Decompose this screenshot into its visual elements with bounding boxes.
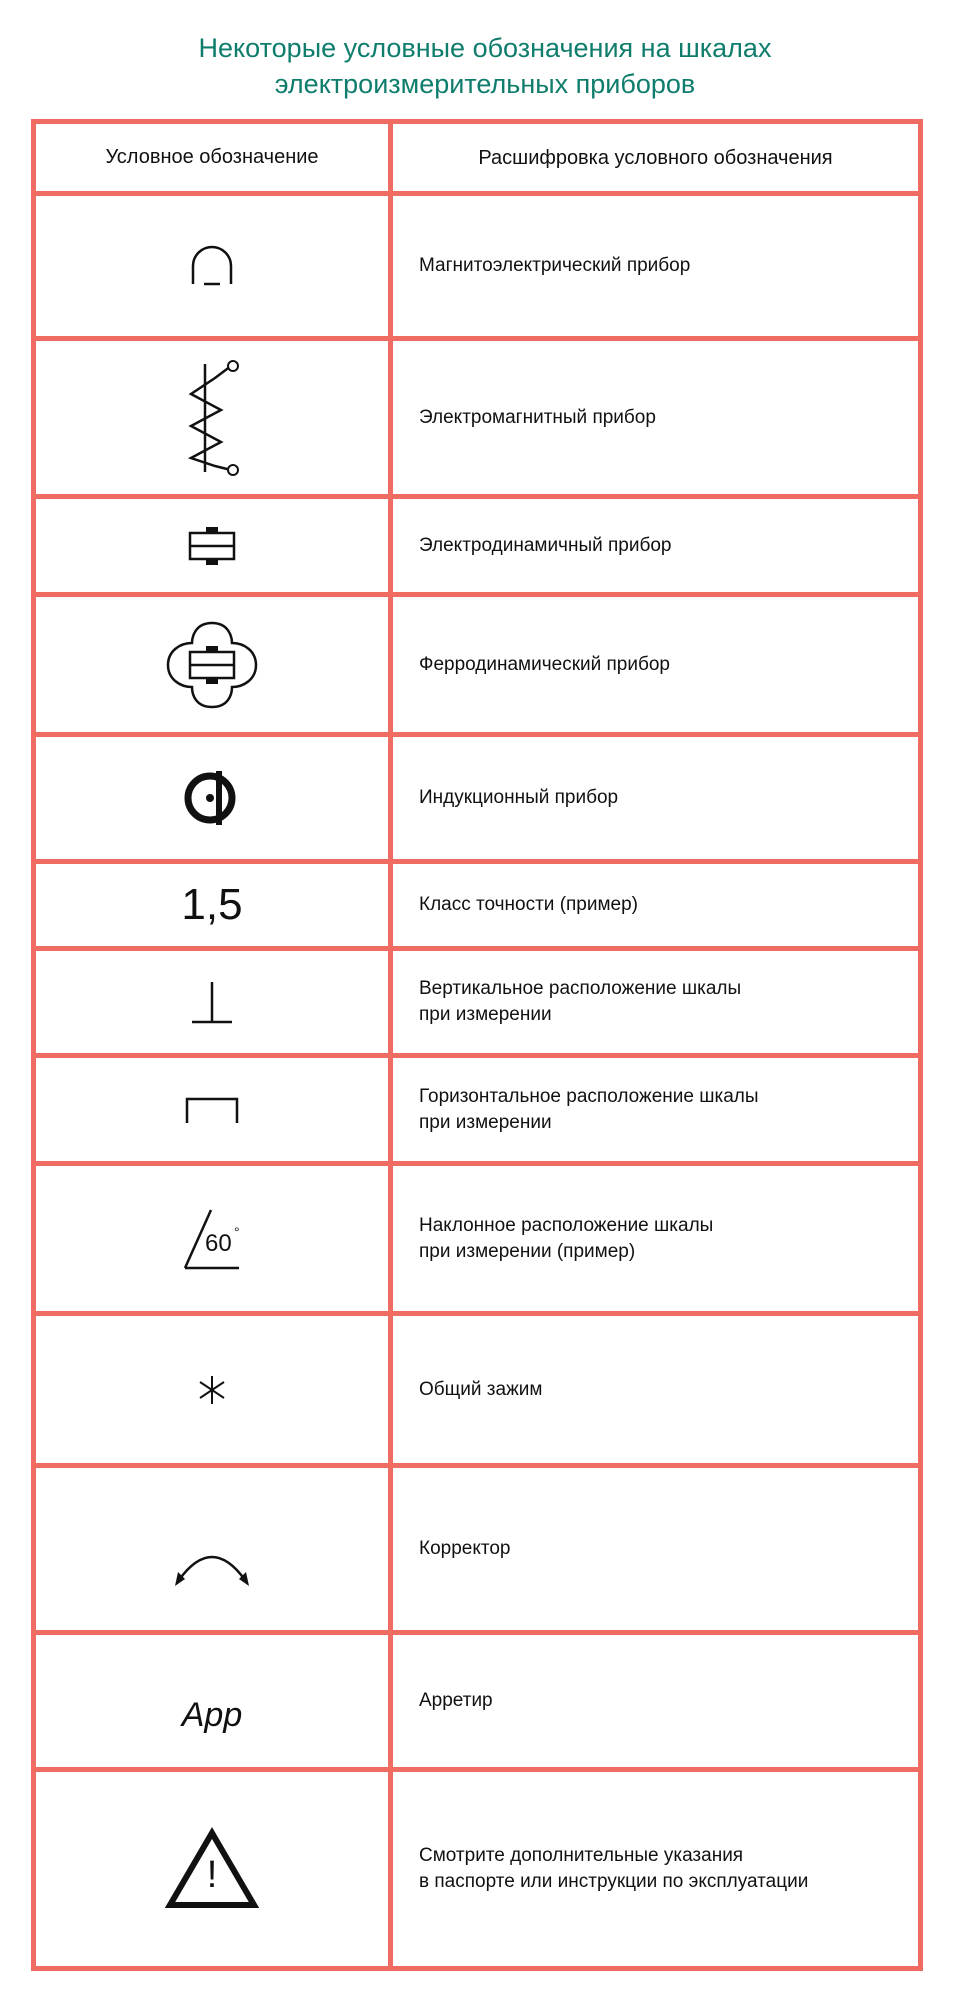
description-cell	[393, 196, 918, 336]
symbol-cell	[36, 951, 393, 1053]
description-line: Смотрите дополнительные указания	[419, 1845, 744, 1866]
description-line: Наклонное расположение шкалы	[419, 1214, 714, 1236]
description-line: Класс точности (пример)	[419, 894, 639, 915]
header-description-cell	[393, 124, 918, 191]
symbol-cell	[36, 1058, 393, 1161]
description-cell	[393, 1635, 918, 1767]
header-description-label: Расшифровка условного обозначения	[478, 146, 833, 169]
symbol-cell	[36, 1166, 393, 1311]
description-line: в паспорте или инструкции по эксплуатации	[419, 1871, 809, 1892]
symbols-table	[31, 119, 923, 1971]
description-line: Горизонтальное расположение шкалы	[419, 1085, 759, 1107]
symbol-cell	[36, 1772, 393, 1966]
table-row	[36, 951, 918, 1058]
horizontal-scale-icon	[177, 1085, 247, 1135]
description-line: при измерении	[419, 1004, 552, 1025]
table-row	[36, 1058, 918, 1166]
symbol-cell	[36, 1316, 393, 1463]
corrector-icon	[167, 1534, 257, 1594]
angle-value: 60	[205, 1229, 232, 1257]
electrodynamic-icon	[182, 521, 242, 571]
inclined-scale-icon	[177, 1204, 247, 1274]
table-row	[36, 1316, 918, 1468]
description-cell	[393, 1772, 918, 1966]
description-line: при измерении	[419, 1111, 552, 1133]
table-row	[36, 499, 918, 597]
symbol-cell	[36, 597, 393, 732]
description-line: Электромагнитный прибор	[419, 406, 656, 428]
electromagnetic-icon	[177, 358, 247, 478]
description-cell	[393, 1468, 918, 1630]
symbol-cell	[36, 341, 393, 494]
title-line-2: электроизмерительных приборов	[274, 69, 696, 99]
symbol-cell	[36, 864, 393, 946]
table-row	[36, 597, 918, 737]
description-cell	[393, 1166, 918, 1311]
symbol-cell	[36, 1635, 393, 1767]
table-row	[36, 737, 918, 864]
symbol-cell	[36, 196, 393, 336]
header-symbol-label: Условное обозначение	[105, 146, 319, 168]
table-row	[36, 1468, 918, 1635]
description-line: при измерении (пример)	[419, 1240, 636, 1262]
description-line: Электродинамичный прибор	[419, 534, 672, 556]
description-cell	[393, 864, 918, 946]
description-cell	[393, 1058, 918, 1161]
description-line: Магнитоэлектрический прибор	[419, 255, 691, 276]
header-symbol-cell	[36, 124, 393, 191]
description-cell	[393, 341, 918, 494]
description-line: Арретир	[419, 1690, 493, 1711]
table-row	[36, 341, 918, 499]
warning-triangle-icon	[164, 1827, 260, 1911]
vertical-scale-icon	[182, 972, 242, 1032]
description-line: Корректор	[419, 1538, 511, 1559]
angle-degree: °	[234, 1223, 240, 1240]
description-line: Вертикальное расположение шкалы	[419, 978, 742, 999]
description-cell	[393, 1316, 918, 1463]
description-cell	[393, 499, 918, 592]
symbol-cell	[36, 1468, 393, 1630]
ferrodynamic-icon	[162, 615, 262, 715]
description-line: Индукционный прибор	[419, 787, 619, 808]
description-line: Общий зажим	[419, 1378, 543, 1400]
description-cell	[393, 737, 918, 859]
table-row	[36, 196, 918, 341]
symbol-cell	[36, 737, 393, 859]
table-header-row	[36, 124, 918, 196]
exclamation-mark: !	[206, 1854, 218, 1896]
symbol-cell	[36, 499, 393, 592]
description-cell	[393, 597, 918, 732]
description-line: Ферродинамический прибор	[419, 653, 670, 675]
table-row	[36, 1772, 918, 1966]
description-cell	[393, 951, 918, 1053]
arrester-symbol: Арр	[181, 1695, 243, 1734]
induction-icon	[177, 763, 247, 833]
table-row	[36, 1166, 918, 1316]
table-row	[36, 1635, 918, 1772]
common-terminal-icon	[192, 1370, 232, 1410]
table-row	[36, 864, 918, 951]
accuracy-class-symbol: 1,5	[181, 880, 243, 929]
magnetoelectric-icon	[182, 236, 242, 296]
page-title	[0, 30, 970, 102]
title-line-1: Некоторые условные обозначения на шкалах	[198, 33, 772, 63]
